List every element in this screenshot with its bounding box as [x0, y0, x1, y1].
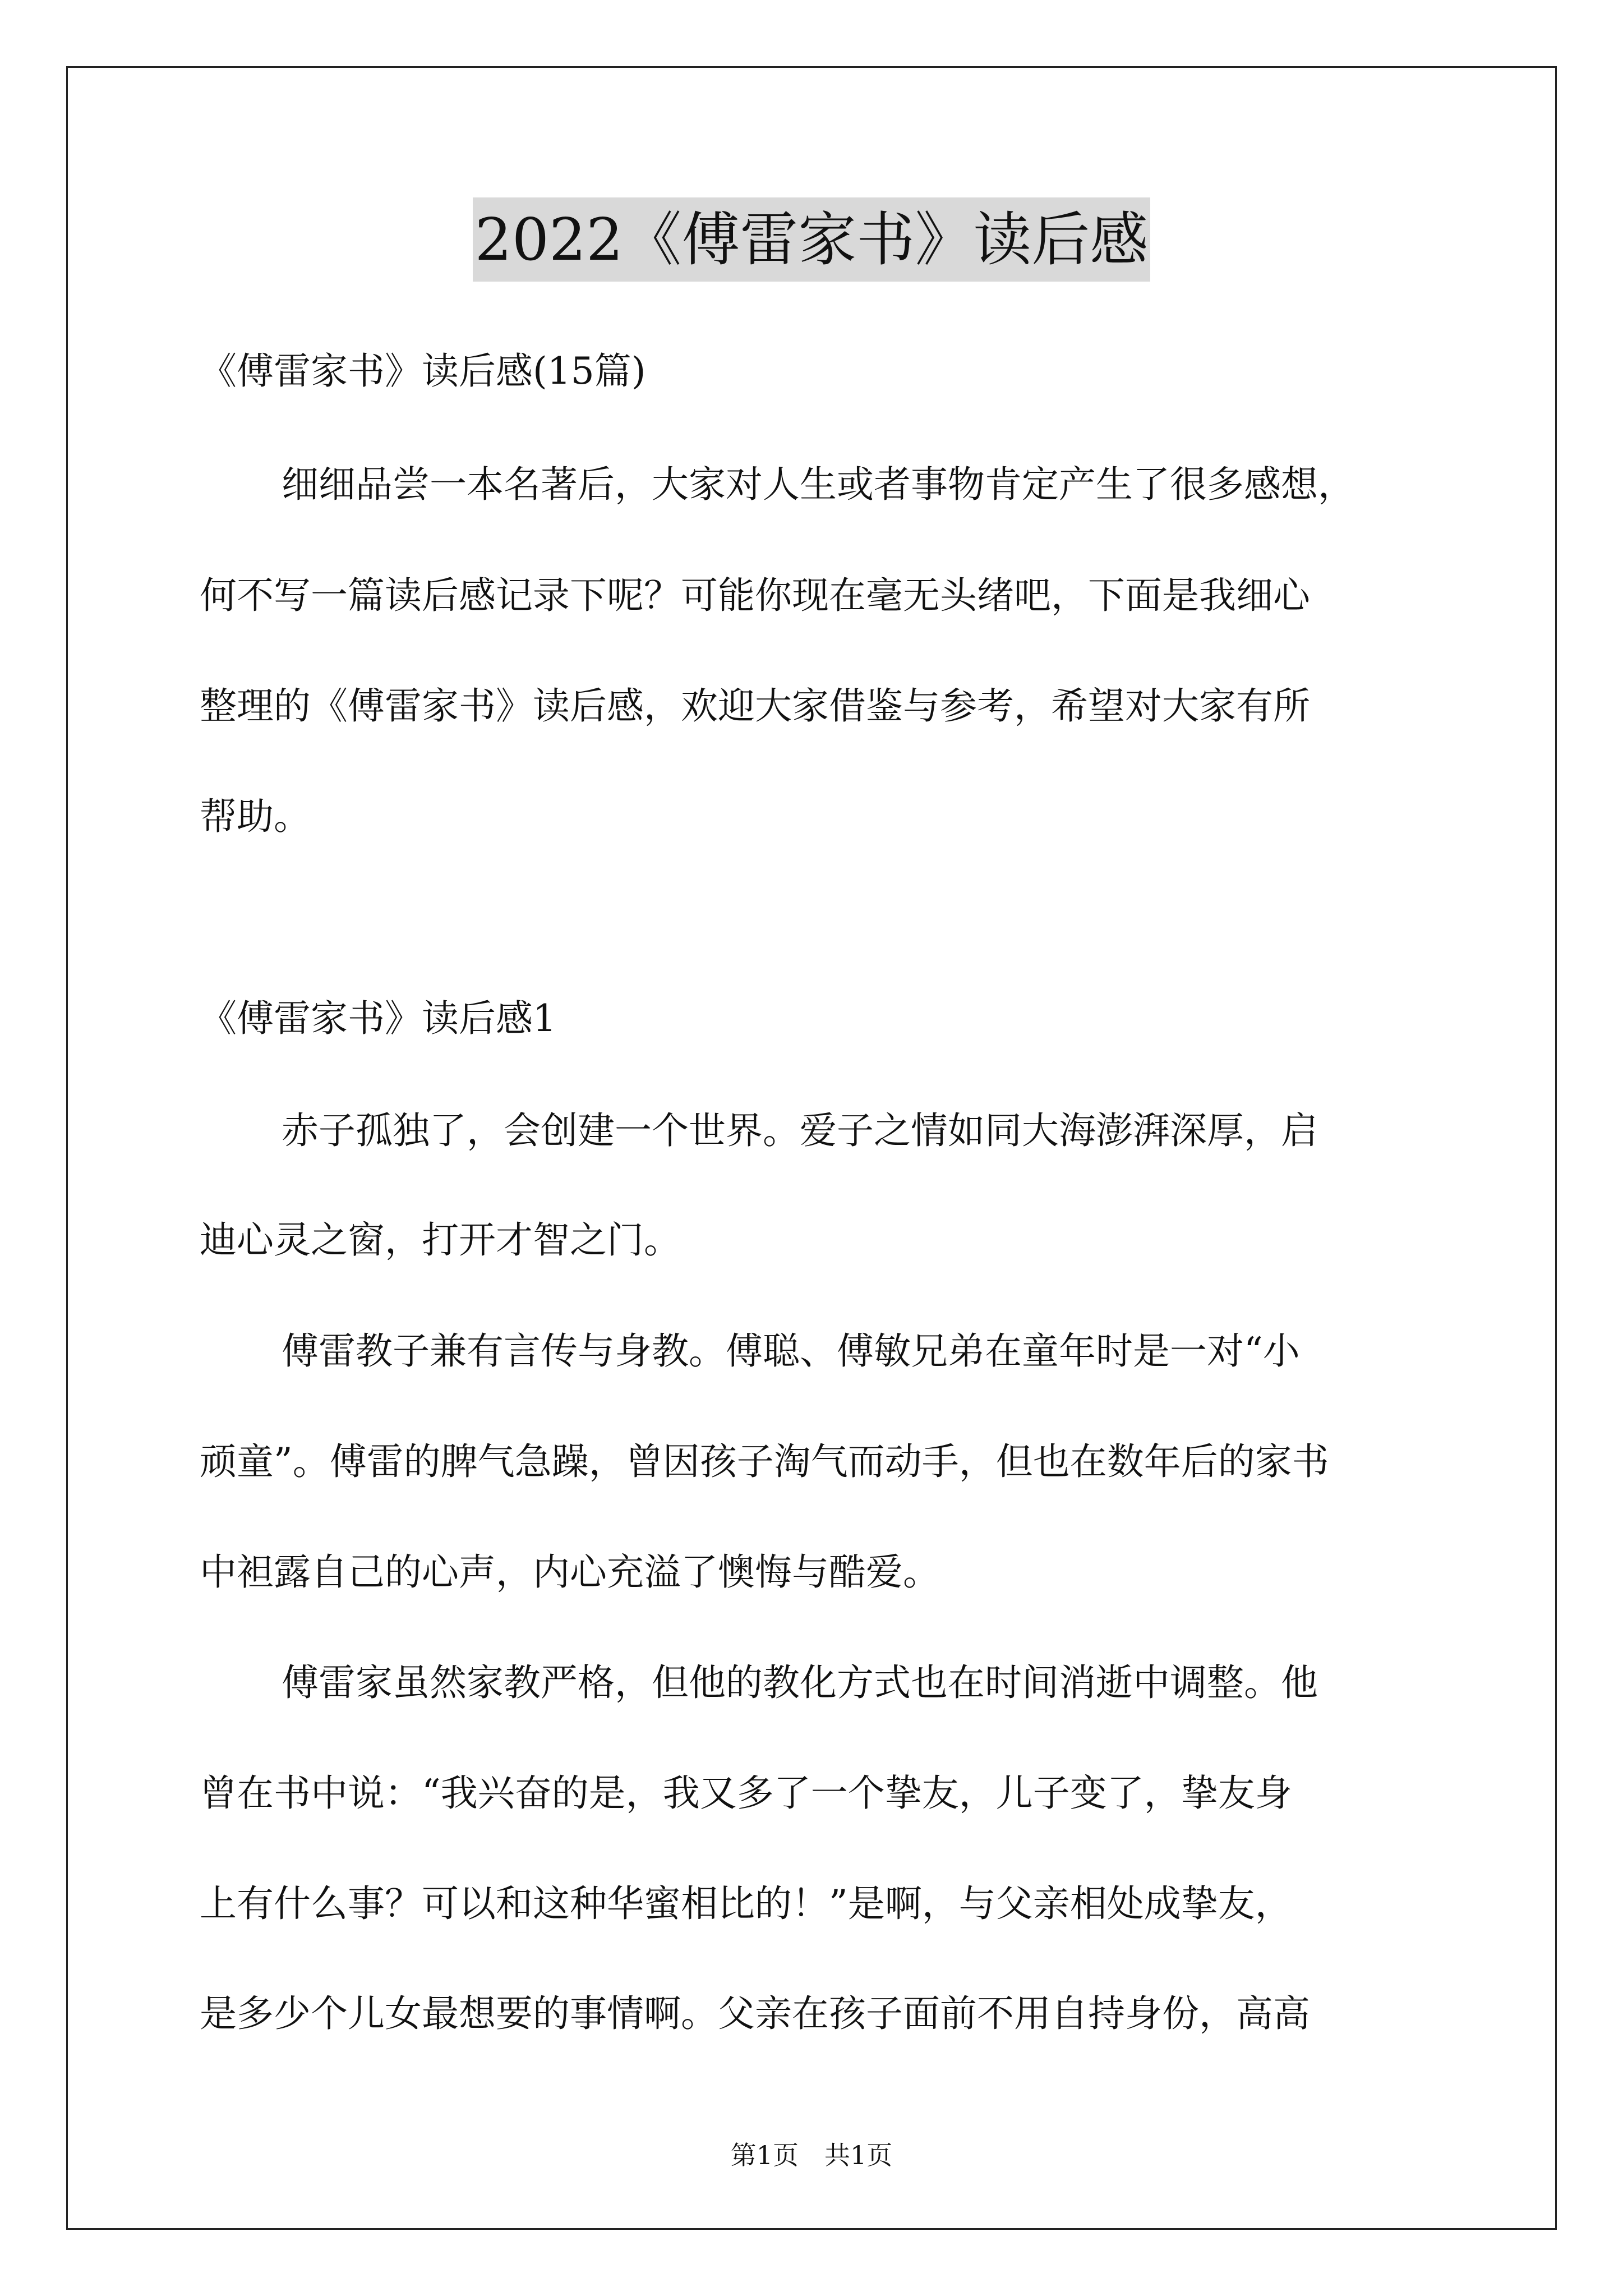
document-title: 2022《傅雷家书》读后感: [473, 197, 1151, 282]
intro-line-4: 帮助。: [200, 795, 311, 838]
paragraph-3-line-2: 曾在书中说：“我兴奋的是，我又多了一个挚友，儿子变了，挚友身: [200, 1772, 1292, 1815]
title-container: [0, 197, 1623, 282]
paragraph-3-line-3: 上有什么事？可以和这种华蜜相比的！”是啊，与父亲相处成挚友，: [200, 1882, 1292, 1925]
intro-line-2: 何不写一篇读后感记录下呢？可能你现在毫无头绪吧，下面是我细心: [200, 574, 1310, 617]
document-subtitle: 《傅雷家书》读后感(15篇): [200, 349, 646, 393]
paragraph-3-line-1: 傅雷家虽然家教严格，但他的教化方式也在时间消逝中调整。他: [282, 1661, 1318, 1704]
paragraph-2-line-3: 中袒露自己的心声，内心充溢了懊悔与酷爱。: [200, 1550, 940, 1594]
paragraph-2-line-1: 傅雷教子兼有言传与身教。傅聪、傅敏兄弟在童年时是一对“小: [282, 1329, 1300, 1373]
paragraph-1-line-1: 赤子孤独了，会创建一个世界。爱子之情如同大海澎湃深厚，启: [282, 1109, 1318, 1152]
paragraph-2-line-2: 顽童”。傅雷的脾气急躁，曾因孩子淘气而动手，但也在数年后的家书: [200, 1440, 1329, 1483]
paragraph-1-line-2: 迪心灵之窗，打开才智之门。: [200, 1218, 681, 1262]
page-footer: 第1页 共1页: [730, 2140, 893, 2170]
paragraph-3-line-4: 是多少个儿女最想要的事情啊。父亲在孩子面前不用自持身份，高高: [200, 1992, 1310, 2035]
intro-line-1: 细细品尝一本名著后，大家对人生或者事物肯定产生了很多感想，: [282, 463, 1355, 506]
intro-line-3: 整理的《傅雷家书》读后感，欢迎大家借鉴与参考，希望对大家有所: [200, 684, 1310, 728]
section-heading: 《傅雷家书》读后感1: [200, 997, 556, 1040]
